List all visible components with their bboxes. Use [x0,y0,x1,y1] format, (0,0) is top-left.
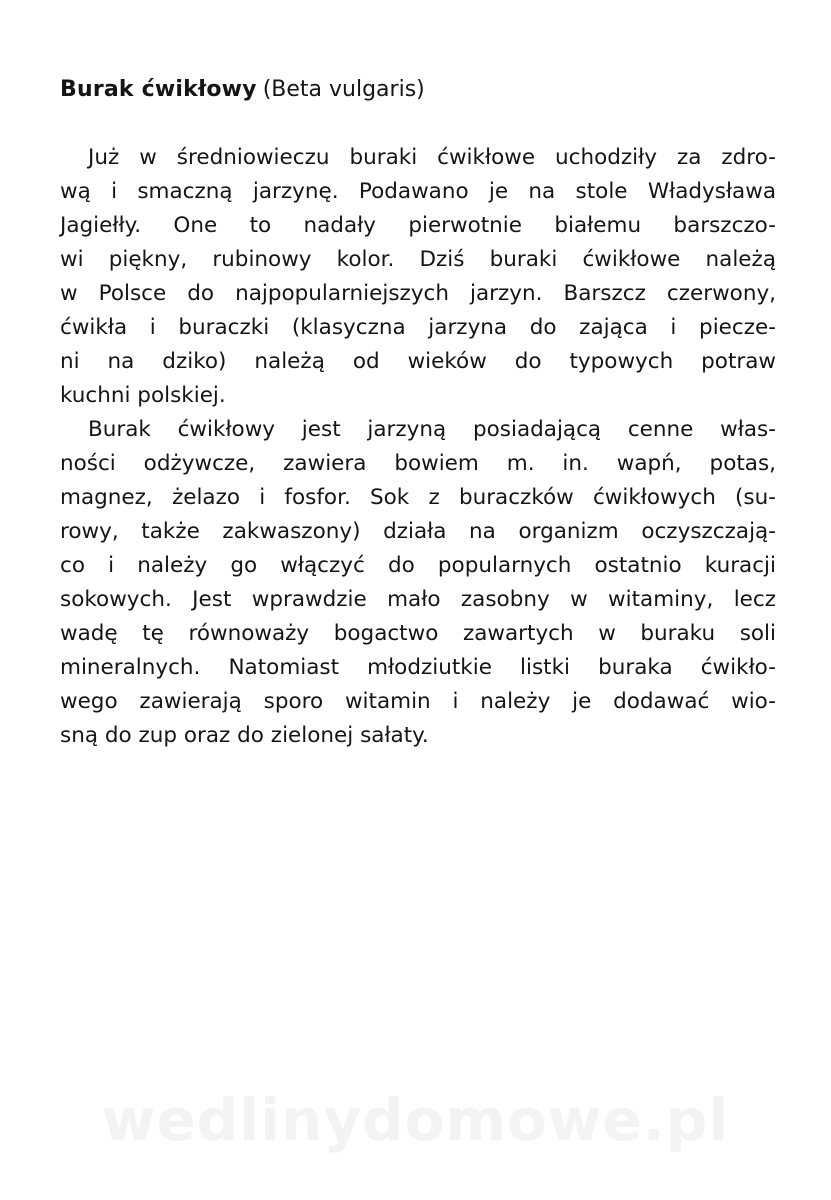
text-line: kuchni polskiej. [60,383,226,408]
heading-latin-name: (Beta vulgaris) [262,77,425,102]
text-line: wi piękny, rubinowy kolor. Dziś buraki ćwikłowe należą [60,247,776,272]
text-line: mineralnych. Natomiast młodziutkie listki buraka ćwikło- [60,655,776,680]
text-line: rowy, także zakwaszony) działa na organizm oczyszczają- [60,519,776,544]
text-line: ni na dziko) należą od wieków do typowych potraw [60,349,776,374]
text-line: wadę tę równoważy bogactwo zawartych w buraku soli [60,621,776,646]
text-line: sokowych. Jest wprawdzie mało zasobny w witaminy, lecz [60,587,776,612]
text-line: ności odżywcze, zawiera bowiem m. in. wapń, potas, [60,451,776,476]
text-line: wą i smaczną jarzynę. Podawano je na stole Władysława [60,179,776,204]
text-line: magnez, żelazo i fosfor. Sok z buraczków ćwikłowych (su- [60,485,776,510]
text-line: Burak ćwikłowy jest jarzyną posiadającą cenne włas- [88,417,776,442]
watermark-text: wedlinydomowe.pl [101,1086,730,1154]
text-line: Już w średniowieczu buraki ćwikłowe uchodziły za zdro- [88,145,776,170]
text-line: wego zawierają sporo witamin i należy je dodawać wio- [60,689,776,714]
section-heading [60,74,425,106]
text-line: w Polsce do najpopularniejszych jarzyn. Barszcz czerwony, [60,281,776,306]
text-line: co i należy go włączyć do popularnych ostatnio kuracji [60,553,776,578]
text-line: ćwikła i buraczki (klasyczna jarzyna do zająca i piecze- [60,315,776,340]
text-line: Jagiełły. One to nadały pierwotnie białemu barszczo- [60,213,776,238]
heading-title: Burak ćwikłowy [60,77,257,102]
text-line: sną do zup oraz do zielonej sałaty. [60,723,429,748]
